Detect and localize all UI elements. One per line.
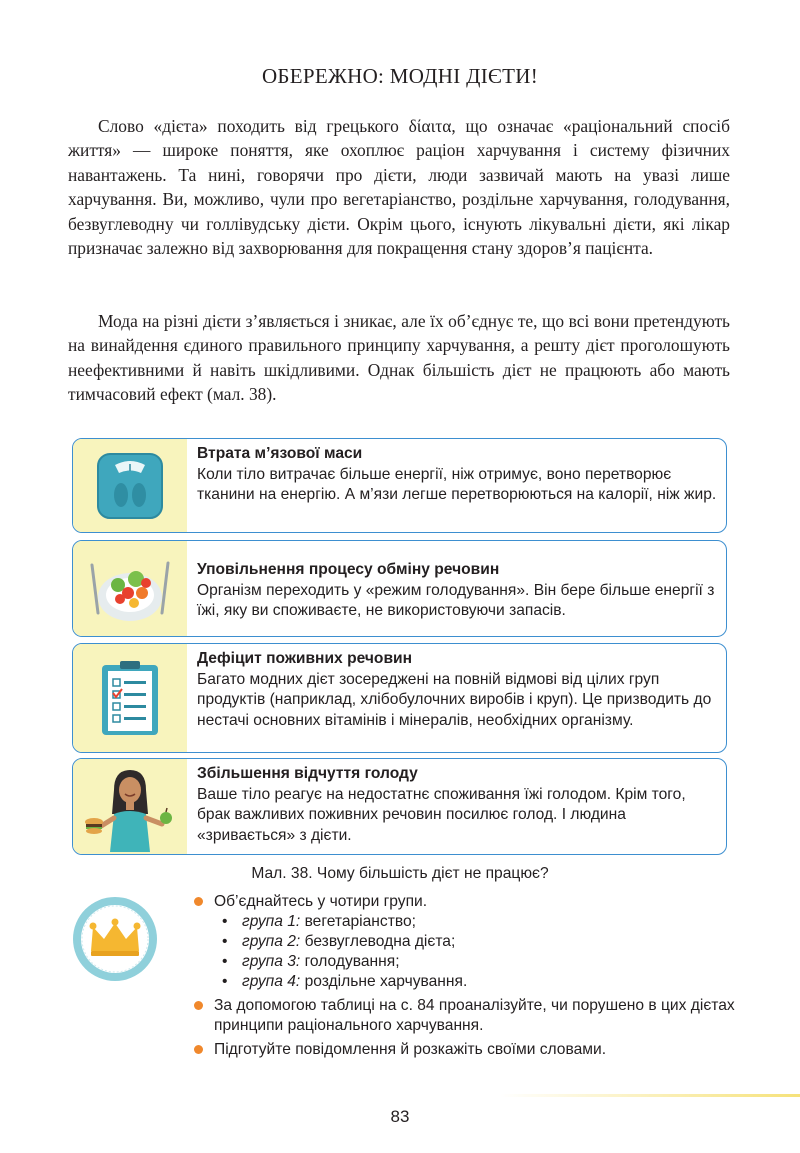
group-item: • група 4: роздільне харчування. [222,973,468,990]
second-paragraph: Мода на різні дієти з’являється і зникає, але їх об’єднує те, що всі вони претендують на винайдення єдиного правильного принципу харчування, а решту дієт проголошують неефективними й навіть шкідливими. Однак більшість дієт не працюють або мають тимчасовий ефект (мал. 38). [68,311,730,405]
card-text: Організм переходить у «режим голодування». Він бере більше енергії з їжі, яку ви споживаєте, не використовуючи запасів. [197,581,715,620]
page-number: 83 [390,1107,410,1126]
diet-effect-card-hunger [72,758,727,855]
group-item: • група 2: безвуглеводна дієта; [222,933,456,950]
card-illustration [73,541,187,636]
task-text: Підготуйте повідомлення й розкажіть своїми словами. [214,1041,607,1058]
task-text: Об’єднайтесь у чотири групи. [214,893,428,910]
card-heading: Уповільнення процесу обміну речовин [197,561,500,578]
task-item [192,1040,737,1060]
card-illustration [73,439,187,532]
diet-effect-card-deficit [72,643,727,753]
scale-icon [95,451,165,521]
checklist-clipboard-icon [100,659,160,737]
card-illustration [73,759,187,854]
group-work-badge [71,895,159,983]
intro-paragraph: Слово «дієта» походить від грецького δίαιτα, що означає «раціональний спосіб життя» — широке поняття, яке охоплює раціон харчування і систему фізичних навантажень. Та нині, говорячи про дієти, люди зазвичай мають на увазі лише харчування. Ви, можливо, чули про вегетаріанство, роздільне харчування, голодування, безвуглеводну чи голлівудську дієти. Окрім цього, існують лікувальні дієти, які лікар призначає залежно від захворювання для покращення стану здоров’я пацієнта. [68,116,730,259]
crown-icon [71,895,159,983]
bullet-icon [194,897,203,906]
woman-burger-apple-icon [80,762,180,852]
task-list [192,892,737,1064]
card-heading: Втрата м’язової маси [197,445,363,462]
task-item [192,892,737,992]
group-item: • група 1: вегетаріанство; [222,913,416,930]
card-text: Багато модних дієт зосереджені на повній відмові від цілих груп продуктів (наприклад, хлібобулочних виробів і круп). Це призводить до нестачі основних вітамінів і мінералів, необхідних організму. [197,670,712,729]
figure-caption: Мал. 38. Чому більшість дієт не працює? [251,865,549,882]
task-item [192,996,737,1036]
group-item: • група 3: голодування; [222,953,400,970]
salad-plate-icon [84,549,176,629]
card-heading: Дефіцит поживних речовин [197,650,413,667]
decorative-edge [500,1094,800,1097]
page-title: ОБЕРЕЖНО: МОДНІ ДІЄТИ! [261,64,539,88]
card-text: Ваше тіло реагує на недостатнє споживання їжі голодом. Крім того, брак важливих поживних речовин посилює голод. І людина «зривається» з дієти. [197,785,686,844]
diet-effect-card-metabolism [72,540,727,637]
bullet-icon [194,1045,203,1054]
card-text: Коли тіло витрачає більше енергії, ніж отримує, воно перетворює тканини на енергію. А м’язи легше перетворюються на калорії, ніж жир. [197,465,717,504]
card-illustration [73,644,187,752]
task-text: За допомогою таблиці на с. 84 проаналізуйте, чи порушено в цих дієтах принципи раціонального харчування. [214,997,735,1034]
bullet-icon [194,1001,203,1010]
group-list [214,912,737,992]
diet-effect-card-muscle [72,438,727,533]
card-heading: Збільшення відчуття голоду [197,765,418,782]
